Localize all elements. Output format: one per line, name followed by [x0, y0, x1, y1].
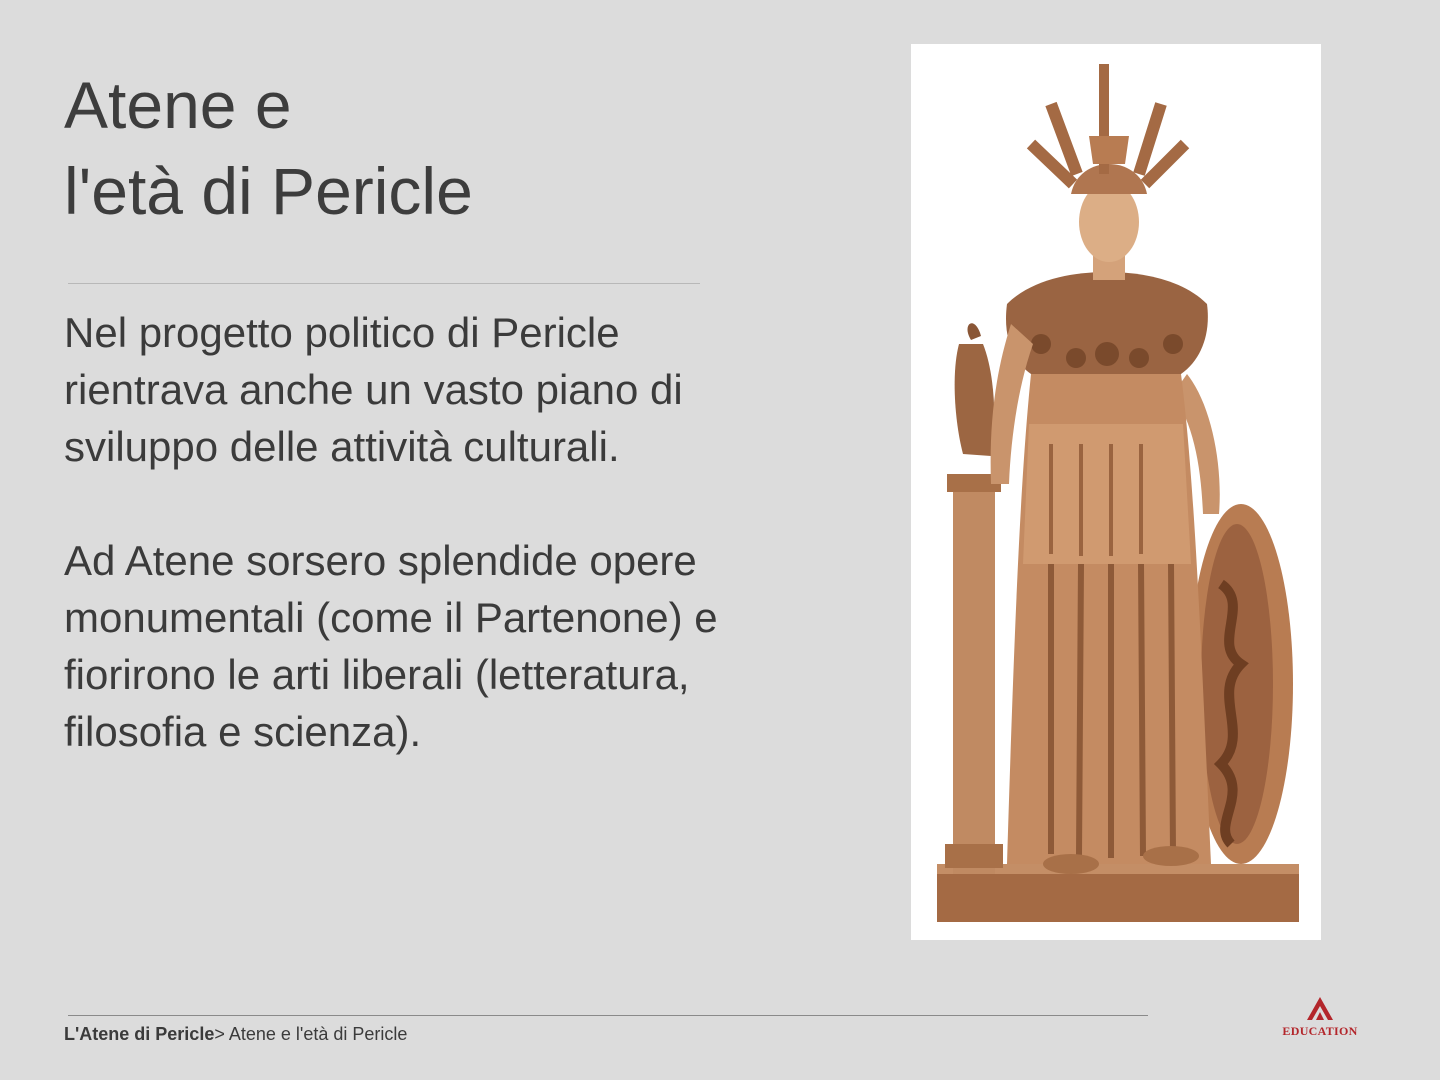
body-text: [64, 304, 724, 760]
athena-statue-illustration: [911, 44, 1321, 940]
footer-section: L'Atene di Pericle: [64, 1024, 215, 1044]
paragraph-2: Ad Atene sorsero splendide opere monumentali (come il Partenone) e fiorirono le arti liberali (letteratura, filosofia e scienza).: [64, 537, 718, 755]
publisher-logo-icon: [1305, 996, 1335, 1022]
footer-breadcrumb: [64, 1024, 407, 1045]
statue-photo: [911, 44, 1321, 940]
education-logo: [1274, 996, 1366, 1046]
footer-separator: >: [214, 1024, 225, 1044]
slide-title: [64, 62, 764, 234]
footer-divider: [68, 1015, 1148, 1016]
statue-base: [937, 870, 1299, 922]
title-divider: [68, 283, 700, 284]
statue-column: [953, 484, 995, 874]
logo-text: EDUCATION: [1282, 1024, 1358, 1038]
title-line-2: l'età di Pericle: [64, 154, 473, 228]
title-line-1: Atene e: [64, 68, 292, 142]
footer-page-title: Atene e l'età di Pericle: [224, 1024, 408, 1044]
paragraph-1: Nel progetto politico di Pericle rientrava anche un vasto piano di sviluppo delle attività culturali.: [64, 309, 683, 470]
